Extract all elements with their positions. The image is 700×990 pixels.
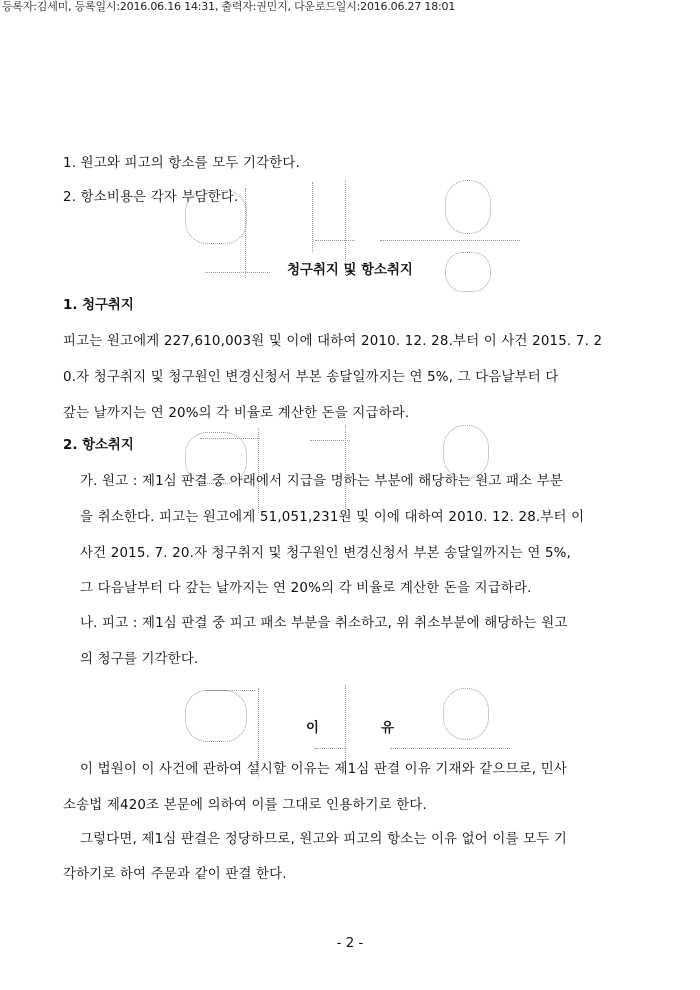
- reasons-p1-line-2: 소송법 제420조 본문에 의하여 이를 그대로 인용하기로 한다.: [63, 798, 427, 813]
- appeal-heading: 2. 항소취지: [63, 438, 134, 453]
- claim-line-2: 0.자 청구취지 및 청구원인 변경신청서 부본 송달일까지는 연 5%, 그 다음날부터 다: [63, 370, 559, 385]
- reasons-p2-line-1: 그렇다면, 제1심 판결은 정당하므로, 원고와 피고의 항소는 이유 없어 이를 모두 기: [80, 832, 567, 847]
- order-item-2: 2. 항소비용은 각자 부담한다.: [63, 190, 239, 205]
- appeal-ga-line-2: 을 취소한다. 피고는 원고에게 51,051,231원 및 이에 대하여 2010. 12. 28.부터 이: [80, 510, 585, 525]
- reasons-heading-left: 이: [306, 721, 320, 736]
- claim-heading: 1. 청구취지: [63, 298, 134, 313]
- appeal-ga-line-4: 그 다음날부터 다 갚는 날까지는 연 20%의 각 비율로 계산한 돈을 지급하라.: [80, 581, 532, 596]
- download-meta-header: 등록자:김세미, 등록일시:2016.06.16 14:31, 출력자:권민지, 다운로드일시:2016.06.27 18:01: [2, 0, 456, 13]
- page-number: - 2 -: [336, 936, 364, 951]
- appeal-ga-line-1: 가. 원고 : 제1심 판결 중 아래에서 지급을 명하는 부분에 해당하는 원고 패소 부분: [80, 474, 564, 489]
- claim-line-3: 갚는 날까지는 연 20%의 각 비율로 계산한 돈을 지급하라.: [63, 406, 410, 421]
- order-item-1: 1. 원고와 피고의 항소를 모두 기각한다.: [63, 156, 300, 171]
- appeal-ga-line-3: 사건 2015. 7. 20.자 청구취지 및 청구원인 변경신청서 부본 송달일까지는 연 5%,: [80, 546, 572, 561]
- appeal-na-line-2: 의 청구를 기각한다.: [80, 652, 199, 667]
- reasons-p2-line-2: 각하기로 하여 주문과 같이 판결 한다.: [63, 867, 287, 882]
- reasons-p1-line-1: 이 법원이 이 사건에 관하여 설시할 이유는 제1심 판결 이유 기재와 같으므로, 민사: [80, 762, 567, 777]
- reasons-heading-right: 유: [381, 721, 395, 736]
- claim-line-1: 피고는 원고에게 227,610,003원 및 이에 대하여 2010. 12. 28.부터 이 사건 2015. 7. 2: [63, 334, 603, 349]
- claims-heading: 청구취지 및 항소취지: [287, 263, 413, 278]
- appeal-na-line-1: 나. 피고 : 제1심 판결 중 피고 패소 부분을 취소하고, 위 취소부분에 해당하는 원고: [80, 616, 568, 631]
